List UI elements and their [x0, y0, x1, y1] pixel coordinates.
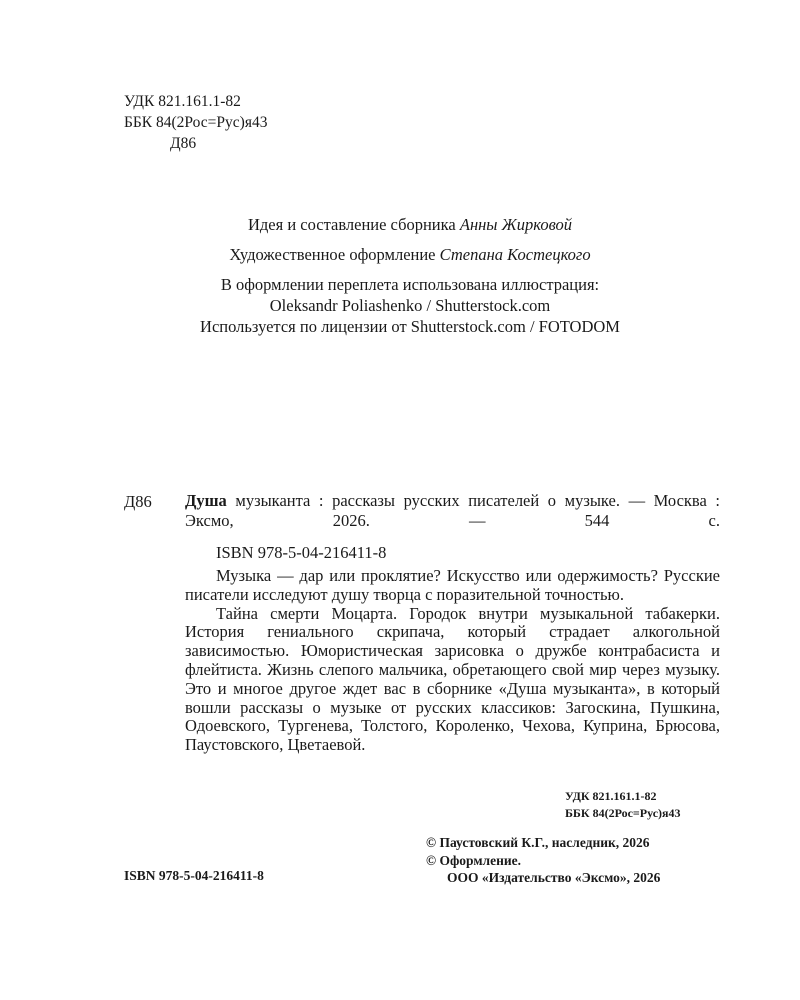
catalog-mark: Д86	[124, 492, 152, 511]
annotation-paragraph-2: Тайна смерти Моцарта. Городок внутри музыкальной табакерки. История гениального скрипача, который страдает алкогольной зависимостью. Юмористическая зарисовка о дружбе контрабасиста и флейтиста. Жизнь слепого мальчика, обретающего свой мир через музыку. Это и многое другое ждет вас в сборнике «Душа музыканта», в который вошли рассказы о музыке от русских классиков: Загоскина, Пушкина, Одоевского, Тургенева, Толстого, Короленко, Чехова, Куприна, Брюсова, Паустовского, Цветаевой.	[185, 603, 720, 755]
copyright-line-3: ООО «Издательство «Эксмо», 2026	[447, 870, 661, 885]
footer-bbk: ББК 84(2Рос=Рус)я43	[565, 806, 681, 820]
entry-isbn: ISBN 978-5-04-216411-8	[216, 543, 387, 562]
compiler-name: Анны Жирковой	[459, 215, 573, 234]
bibliographic-entry	[185, 491, 720, 563]
cover-credit-line2: Oleksandr Poliashenko / Shutterstock.com	[269, 296, 551, 315]
art-credit	[100, 244, 720, 265]
entry-description: музыканта : рассказы русских писателей о музыке. — Москва : Эксмо, 2026. — 544 с.	[185, 491, 720, 530]
compiler-credit	[100, 214, 720, 235]
annotation	[185, 567, 720, 755]
cover-credit-line1: В оформлении переплета использована иллюстрация:	[220, 275, 600, 294]
copyright-line-1: © Паустовский К.Г., наследник, 2026	[426, 835, 650, 850]
footer-udk: УДК 821.161.1-82	[565, 789, 657, 803]
compiler-label: Идея и составление сборника	[247, 215, 460, 234]
cover-credit	[100, 274, 720, 337]
classification-codes	[124, 91, 267, 154]
artist-name: Степана Костецкого	[439, 245, 591, 264]
bbk-code: ББК 84(2Рос=Рус)я43	[124, 114, 268, 131]
author-mark: Д86	[170, 135, 197, 152]
footer-isbn: ISBN 978-5-04-216411-8	[124, 868, 264, 883]
annotation-paragraph-1: Музыка — дар или проклятие? Искусство или одержимость? Русские писатели исследуют душу творца с поразительной точностью.	[185, 566, 720, 604]
art-label: Художественное оформление	[229, 245, 440, 264]
cover-credit-line3: Используется по лицензии от Shutterstock.com / FOTODOM	[200, 317, 620, 336]
copyright-block	[426, 834, 660, 887]
copyright-line-2: © Оформление.	[426, 852, 522, 868]
footer-classification	[565, 788, 681, 822]
entry-title-bold: Душа	[185, 491, 227, 510]
udk-code: УДК 821.161.1-82	[124, 93, 241, 110]
